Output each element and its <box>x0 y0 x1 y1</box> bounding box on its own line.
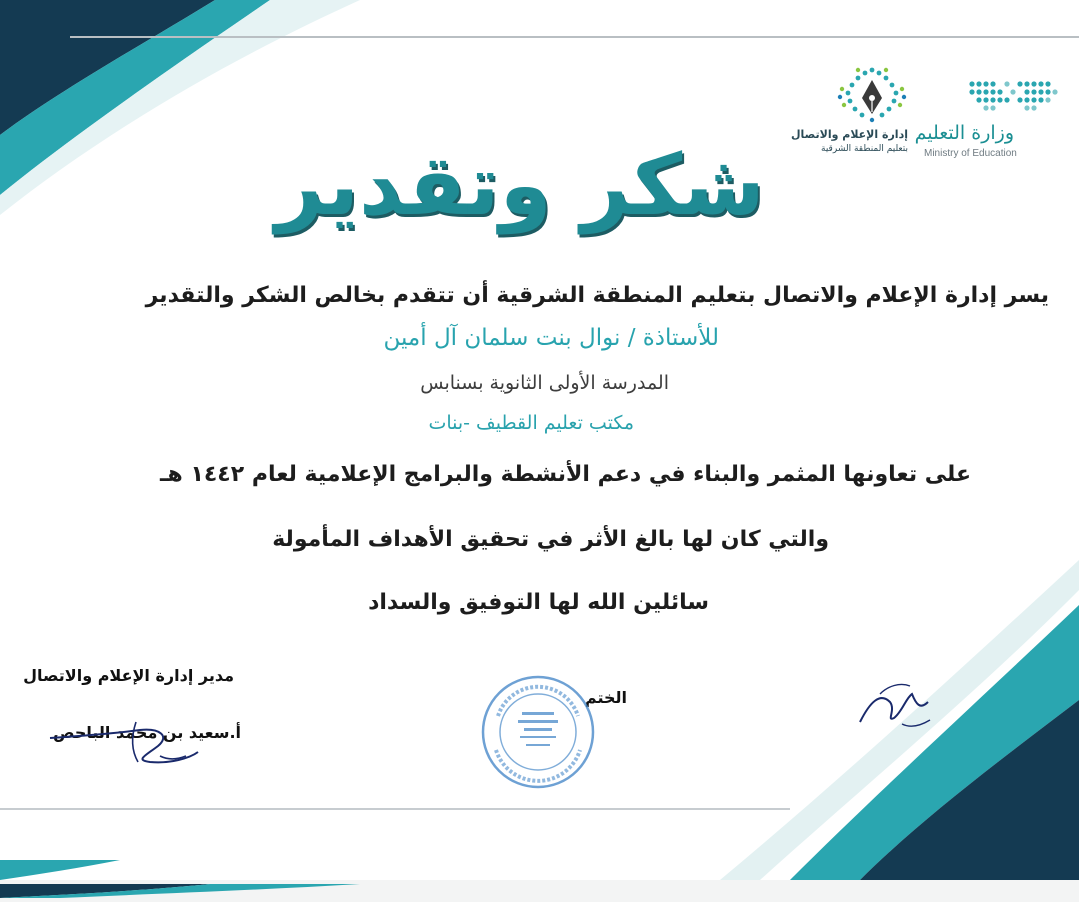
body-line-2: والتي كان لها بالغ الأثر في تحقيق الأهداف المأمولة <box>272 527 829 552</box>
ministry-of-education-logo <box>914 72 1070 162</box>
education-office: مكتب تعليم القطيف -بنات <box>428 412 634 434</box>
signature-right-icon <box>850 672 940 742</box>
top-frame-line <box>70 36 1079 38</box>
recipient-name: للأستاذة / نوال بنت سلمان آل أمين <box>383 325 719 351</box>
pen-nib-star-icon <box>832 64 912 126</box>
certificate-title: شكر وتقدير <box>275 136 765 234</box>
director-title: مدير إدارة الإعلام والاتصال <box>23 666 234 685</box>
intro-text: يسر إدارة الإعلام والاتصال بتعليم المنطقة الشرقية أن تتقدم بخالص الشكر والتقدير <box>145 283 1049 308</box>
stamp-label: الختم <box>584 688 627 707</box>
swoosh-bottom-left <box>0 860 120 880</box>
next-page-edge <box>0 880 1079 898</box>
body-line-3: سائلين الله لها التوفيق والسداد <box>368 590 709 615</box>
region-name-line1: إدارة الإعلام والاتصال <box>790 128 908 141</box>
bottom-frame-line <box>0 808 790 810</box>
dot-pattern-icon <box>920 72 1070 122</box>
school-name: المدرسة الأولى الثانوية بسنابس <box>420 372 669 394</box>
signature-left-icon <box>40 708 210 778</box>
region-name-line2: بتعليم المنطقة الشرقية <box>821 144 908 154</box>
official-stamp-icon <box>478 672 598 792</box>
director-name: أ.سعيد بن محمد الباحص <box>52 723 241 742</box>
region-logo <box>790 64 916 164</box>
ministry-name-en: Ministry of Education <box>924 148 1017 159</box>
ministry-name-ar: وزارة التعليم <box>914 122 1014 144</box>
next-page-swoosh <box>0 880 1079 898</box>
body-line-1: على تعاونها المثمر والبناء في دعم الأنشطة والبرامج الإعلامية لعام ١٤٤٢ هـ <box>160 462 971 487</box>
